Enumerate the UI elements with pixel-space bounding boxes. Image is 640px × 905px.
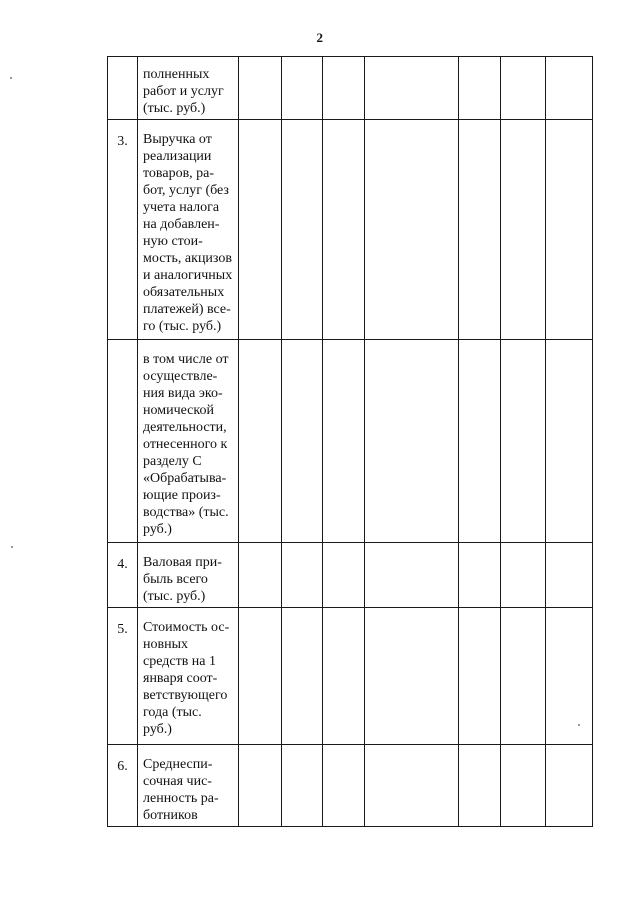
empty-cell — [365, 57, 459, 120]
empty-cell — [323, 120, 365, 340]
row-label-line: товаров, ра- — [143, 166, 215, 181]
row-label — [138, 120, 239, 340]
empty-cell — [459, 608, 501, 745]
row-number: 5. — [108, 608, 138, 745]
empty-cell — [459, 543, 501, 608]
row-label-line: обязательных — [143, 285, 225, 300]
empty-cell — [459, 340, 501, 543]
row-number: 3. — [108, 120, 138, 340]
row-label-line: ленность ра- — [143, 791, 219, 806]
empty-cell — [501, 120, 546, 340]
empty-cell — [323, 57, 365, 120]
row-label-line: отнесенного к — [143, 437, 228, 452]
empty-cell — [546, 745, 593, 827]
empty-cell — [282, 57, 323, 120]
scan-speck — [578, 724, 580, 726]
row-label — [138, 543, 239, 608]
empty-cell — [459, 745, 501, 827]
empty-cell — [239, 608, 282, 745]
scan-speck — [11, 546, 13, 548]
empty-cell — [323, 543, 365, 608]
row-label — [138, 608, 239, 745]
row-label-line: ния вида эко- — [143, 386, 223, 401]
row-label-line: года (тыс. — [143, 705, 202, 720]
empty-cell — [239, 57, 282, 120]
empty-cell — [459, 120, 501, 340]
row-label — [138, 57, 239, 120]
table-row — [108, 120, 593, 340]
row-label-line: го (тыс. руб.) — [143, 319, 222, 334]
scan-speck — [10, 77, 12, 79]
empty-cell — [501, 608, 546, 745]
empty-cell — [282, 120, 323, 340]
empty-cell — [282, 340, 323, 543]
row-number — [108, 340, 138, 543]
empty-cell — [365, 608, 459, 745]
row-label-line: ющие произ- — [143, 488, 221, 503]
empty-cell — [501, 57, 546, 120]
table-row — [108, 340, 593, 543]
row-label-line: осуществле- — [143, 369, 218, 384]
row-number: 6. — [108, 745, 138, 827]
table-row — [108, 57, 593, 120]
indicators-table — [107, 56, 593, 827]
empty-cell — [323, 608, 365, 745]
empty-cell — [282, 608, 323, 745]
row-label-line: водства» (тыс. — [143, 505, 229, 520]
row-label-line: сочная чис- — [143, 774, 212, 789]
page-number: 2 — [316, 30, 324, 45]
row-label-line: новных — [143, 637, 189, 652]
empty-cell — [546, 543, 593, 608]
row-label-line: Выручка от — [143, 132, 212, 147]
empty-cell — [546, 608, 593, 745]
row-label-line: (тыс. руб.) — [143, 101, 206, 116]
empty-cell — [323, 340, 365, 543]
row-label-line: средств на 1 — [143, 654, 217, 669]
row-label-line: «Обрабатыва- — [143, 471, 227, 486]
row-label-line: бот, услуг (без — [143, 183, 229, 198]
row-label-line: и аналогичных — [143, 268, 233, 283]
row-label-line: в том числе от — [143, 352, 229, 367]
empty-cell — [501, 340, 546, 543]
row-label-line: полненных — [143, 67, 210, 82]
empty-cell — [239, 120, 282, 340]
row-label — [138, 745, 239, 827]
row-label-line: (тыс. руб.) — [143, 589, 206, 604]
table-row — [108, 543, 593, 608]
empty-cell — [501, 543, 546, 608]
empty-cell — [282, 745, 323, 827]
row-label-line: разделу С — [143, 454, 202, 469]
empty-cell — [546, 120, 593, 340]
row-label-line: мость, акцизов — [143, 251, 232, 266]
empty-cell — [365, 543, 459, 608]
empty-cell — [365, 120, 459, 340]
empty-cell — [546, 57, 593, 120]
row-label-line: ботников — [143, 808, 198, 823]
empty-cell — [365, 340, 459, 543]
row-label-line: руб.) — [143, 522, 172, 537]
empty-cell — [546, 340, 593, 543]
row-label-line: Стоимость ос- — [143, 620, 230, 635]
empty-cell — [501, 745, 546, 827]
empty-cell — [239, 745, 282, 827]
row-number — [108, 57, 138, 120]
row-label-line: работ и услуг — [143, 84, 224, 99]
row-label-line: Валовая при- — [143, 555, 222, 570]
empty-cell — [239, 340, 282, 543]
row-label-line: быль всего — [143, 572, 208, 587]
table-row — [108, 608, 593, 745]
empty-cell — [239, 543, 282, 608]
row-label-line: номической — [143, 403, 214, 418]
empty-cell — [323, 745, 365, 827]
empty-cell — [365, 745, 459, 827]
row-label-line: на добавлен- — [143, 217, 220, 232]
row-label-line: руб.) — [143, 722, 172, 737]
row-label-line: реализации — [143, 149, 212, 164]
row-label-line: ную стои- — [143, 234, 203, 249]
row-label-line: деятельности, — [143, 420, 227, 435]
row-label-line: ветствующего — [143, 688, 228, 703]
table-row — [108, 745, 593, 827]
row-label-line: платежей) все- — [143, 302, 231, 317]
row-label — [138, 340, 239, 543]
empty-cell — [459, 57, 501, 120]
row-label-line: Среднеспи- — [143, 757, 213, 772]
row-label-line: учета налога — [143, 200, 220, 215]
table-body — [108, 57, 593, 827]
empty-cell — [282, 543, 323, 608]
row-number: 4. — [108, 543, 138, 608]
row-label-line: января соот- — [143, 671, 218, 686]
